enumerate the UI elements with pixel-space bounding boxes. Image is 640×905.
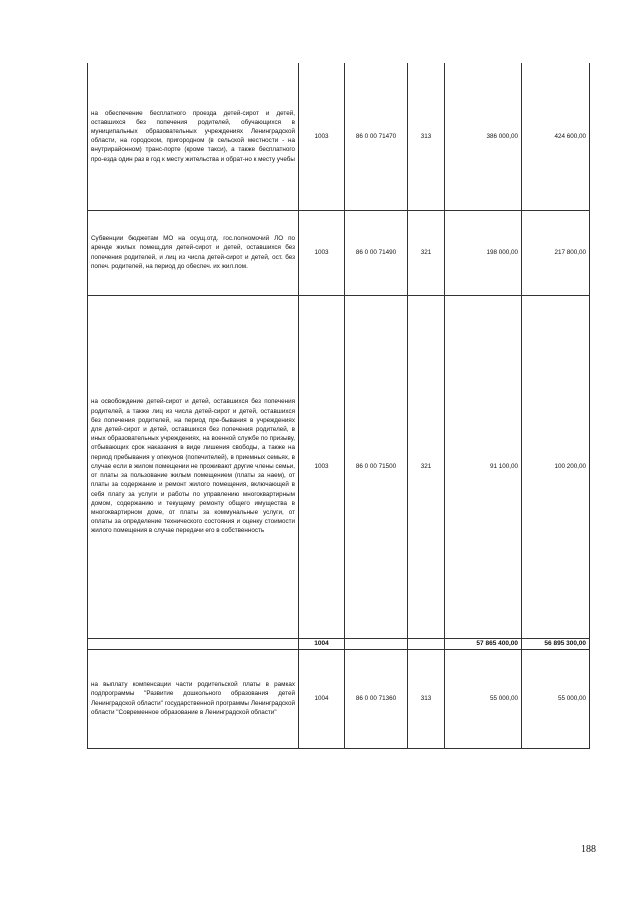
section-code: 1004 <box>299 638 345 649</box>
subtotal-amount-1: 57 865 400,00 <box>445 638 522 649</box>
section-code: 1003 <box>299 295 345 638</box>
subtotal-amount-2: 56 895 300,00 <box>522 638 590 649</box>
row-description: на выплату компенсации части родительской платы в рамках подпрограммы "Развитие дошкольного образования детей Ленинградской области" государственной программы Ленинградской области "Современное образование в Ленинградской области" <box>88 649 299 748</box>
row-description: Субвенции бюджетам МО на осущ.отд. гос.полномочий ЛО по аренде жилых помещ.для детей-сирот и детей, оставшихся без попечения родителей, и лиц из числа детей-сирот и детей, ост. без попеч. родителей, на период до обеспеч. их жил.пом. <box>88 210 299 295</box>
amount-2: 424 600,00 <box>522 63 590 210</box>
amount-1: 198 000,00 <box>445 210 522 295</box>
expense-type-empty <box>408 638 445 649</box>
expense-type-code: 321 <box>408 295 445 638</box>
section-code: 1004 <box>299 649 345 748</box>
budget-table <box>87 63 590 749</box>
target-article-code: 86 0 00 71360 <box>345 649 408 748</box>
amount-2: 217 800,00 <box>522 210 590 295</box>
amount-1: 91 100,00 <box>445 295 522 638</box>
subtotal-row <box>88 638 590 649</box>
table-row <box>88 295 590 638</box>
table-row <box>88 210 590 295</box>
expense-type-code: 313 <box>408 63 445 210</box>
amount-1: 386 000,00 <box>445 63 522 210</box>
amount-2: 55 000,00 <box>522 649 590 748</box>
row-description: на освобождение детей-сирот и детей, оставшихся без попечения родителей, а также лиц из числа детей-сирот и детей, оставшихся без попечения родителей, на период пре-бывания в учреждениях для детей-сирот и детей, оставшихся без попечения родителей, в иных образовательных учреждениях, на военной службе по призыву, отбывающих срок наказания в виде лишения свободы, а также на период пребывания у опекунов (попечителей), в приемных семьях, в случае если в жилом помещении не проживают другие члены семьи, от платы за пользование жилым помещением (платы за наем), от платы за содержание и ремонт жилого помещения, включающей в себя плату за услуги и работы по управлению многоквартирным домом, содержанию и текущему ремонту общего имущества в многоквартирном доме, от платы за коммунальные услуги, от оплаты за определение технического состояния и оценку стоимости жилого помещения в случае передачи его в собственность <box>88 295 299 638</box>
page-number: 188 <box>581 844 596 855</box>
section-code: 1003 <box>299 210 345 295</box>
target-article-code: 86 0 00 71500 <box>345 295 408 638</box>
target-article-code: 86 0 00 71490 <box>345 210 408 295</box>
table-row <box>88 63 590 210</box>
target-article-code: 86 0 00 71470 <box>345 63 408 210</box>
expense-type-code: 321 <box>408 210 445 295</box>
table-row <box>88 649 590 748</box>
amount-2: 100 200,00 <box>522 295 590 638</box>
expense-type-code: 313 <box>408 649 445 748</box>
row-description: на обеспечение бесплатного проезда детей-сирот и детей, оставшихся без попечения родителей, обучающихся в муниципальных образовательных учреждениях Ленинградской области, на городском, пригородном (в сельской местности - на внутрирайонном) транс-порте (кроме такси), а также бесплатного про-езда один раз в год к месту жительства и обрат-но к месту учебы <box>88 63 299 210</box>
section-code: 1003 <box>299 63 345 210</box>
target-article-empty <box>345 638 408 649</box>
row-description-empty <box>88 638 299 649</box>
amount-1: 55 000,00 <box>445 649 522 748</box>
